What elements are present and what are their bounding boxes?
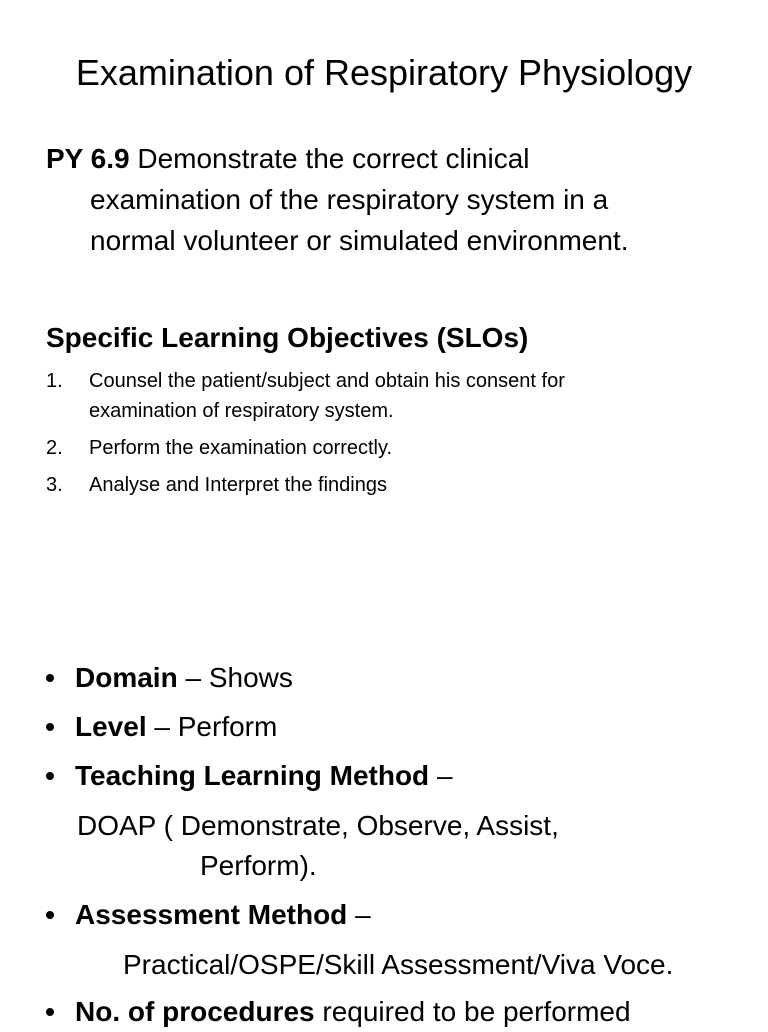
procedures-rest: required to be performed [322, 996, 631, 1027]
slo-item-3: Analyse and Interpret the findings [89, 474, 387, 496]
bullet-dot-domain [46, 674, 54, 682]
level-dash: – [154, 711, 170, 742]
level-value: Perform [177, 711, 278, 742]
assessment-line [75, 895, 371, 935]
teaching-dash: – [436, 760, 453, 791]
assessment-dash: – [355, 899, 371, 930]
page-title: Examination of Respiratory Physiology [75, 52, 693, 93]
bullet-dot-assessment [46, 911, 54, 919]
assessment-value: Practical/OSPE/Skill Assessment/Viva Voce. [123, 949, 674, 980]
procedures-label: No. of procedures [75, 996, 315, 1027]
slo-number-3: 3. [46, 474, 63, 496]
domain-line [75, 658, 293, 698]
level-label: Level [75, 711, 147, 742]
slo-number-1: 1. [46, 370, 63, 392]
competency-text-3: normal volunteer or simulated environment. [90, 225, 629, 256]
slo-number-2: 2. [46, 437, 63, 459]
teaching-value-line-2: Perform). [200, 850, 317, 881]
slo-item-1-line-1: Counsel the patient/subject and obtain his consent for [89, 370, 565, 392]
domain-dash: – [185, 662, 202, 693]
bullet-dot-level [46, 723, 54, 731]
assessment-label: Assessment Method [75, 899, 348, 930]
competency-text-1: Demonstrate the correct clinical [137, 143, 530, 174]
competency-line-1 [46, 139, 530, 179]
teaching-label: Teaching Learning Method [75, 760, 430, 791]
teaching-line [75, 756, 453, 796]
competency-code: PY 6.9 [46, 143, 130, 174]
domain-value: Shows [208, 662, 293, 693]
slo-heading: Specific Learning Objectives (SLOs) [46, 322, 529, 353]
slo-item-1-line-2: examination of respiratory system. [89, 400, 394, 422]
bullet-dot-teaching [46, 772, 54, 780]
procedures-line [75, 992, 631, 1032]
level-line [75, 707, 277, 747]
domain-label: Domain [75, 662, 178, 693]
bullet-dot-procedures [46, 1008, 54, 1016]
competency-text-2: examination of the respiratory system in a [90, 184, 609, 215]
slo-item-2: Perform the examination correctly. [89, 437, 393, 459]
teaching-value-line-1: DOAP ( Demonstrate, Observe, Assist, [77, 810, 559, 841]
